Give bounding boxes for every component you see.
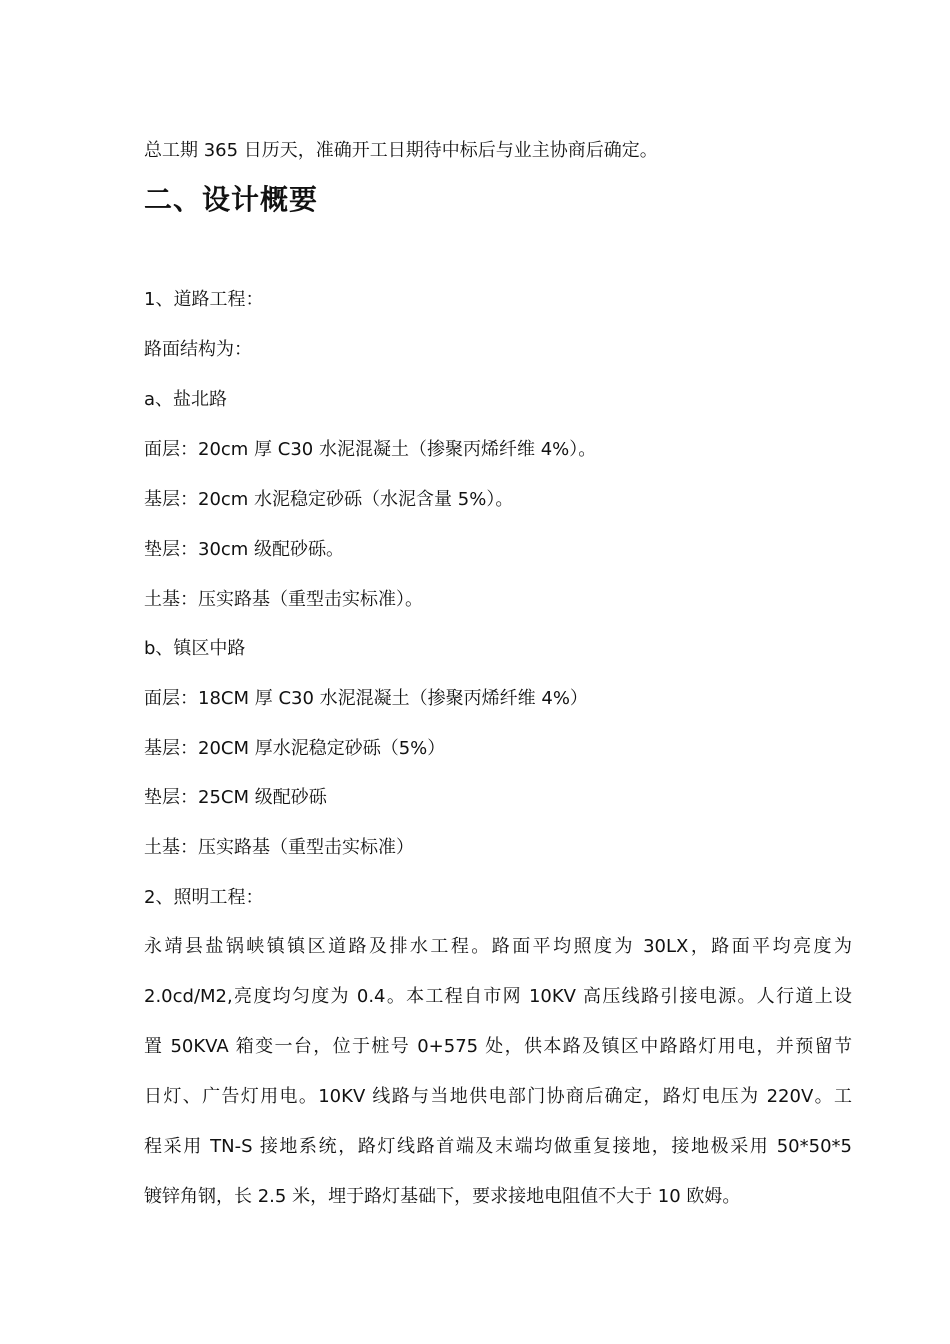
zhenqu-base-layer: 基层：20CM 厚水泥稳定砂砾（5%） <box>144 738 446 759</box>
road-structure-label: 路面结构为： <box>144 339 252 360</box>
yanbei-cushion-layer: 垫层：30cm 级配砂砾。 <box>144 539 345 560</box>
zhenqu-subgrade: 土基：压实路基（重型击实标准） <box>144 837 414 858</box>
zhenqu-road-name: b、镇区中路 <box>144 638 246 659</box>
zhenqu-cushion-layer: 垫层：25CM 级配砂砾 <box>144 787 327 808</box>
lighting-paragraph-line: 永靖县盐锅峡镇镇区道路及排水工程。路面平均照度为 30LX，路面平均亮度为 <box>144 936 852 957</box>
section-heading: 二、设计概要 <box>144 183 319 216</box>
lighting-section-title: 2、照明工程： <box>144 887 264 908</box>
yanbei-road-name: a、盐北路 <box>144 389 228 410</box>
road-section-title: 1、道路工程： <box>144 289 264 310</box>
yanbei-subgrade: 土基：压实路基（重型击实标准）。 <box>144 589 423 610</box>
schedule-paragraph: 总工期 365 日历天，准确开工日期待中标后与业主协商后确定。 <box>144 140 658 161</box>
yanbei-base-layer: 基层：20cm 水泥稳定砂砾（水泥含量 5%）。 <box>144 489 514 510</box>
lighting-paragraph-line: 2.0cd/M2,亮度均匀度为 0.4。本工程自市网 10KV 高压线路引接电源。人行道上设 <box>144 986 852 1007</box>
lighting-paragraph-line: 置 50KVA 箱变一台，位于桩号 0+575 处，供本路及镇区中路路灯用电，并预留节 <box>144 1036 852 1057</box>
yanbei-surface-layer: 面层：20cm 厚 C30 水泥混凝土（掺聚丙烯纤维 4%）。 <box>144 439 597 460</box>
lighting-paragraph-line: 程采用 TN-S 接地系统，路灯线路首端及末端均做重复接地，接地极采用 50*50*5 <box>144 1136 852 1157</box>
lighting-paragraph-last-line: 镀锌角钢，长 2.5 米，埋于路灯基础下，要求接地电阻值不大于 10 欧姆。 <box>144 1186 741 1207</box>
lighting-paragraph-line: 日灯、广告灯用电。10KV 线路与当地供电部门协商后确定，路灯电压为 220V。工 <box>144 1086 852 1107</box>
zhenqu-surface-layer: 面层：18CM 厚 C30 水泥混凝土（掺聚丙烯纤维 4%） <box>144 688 588 709</box>
